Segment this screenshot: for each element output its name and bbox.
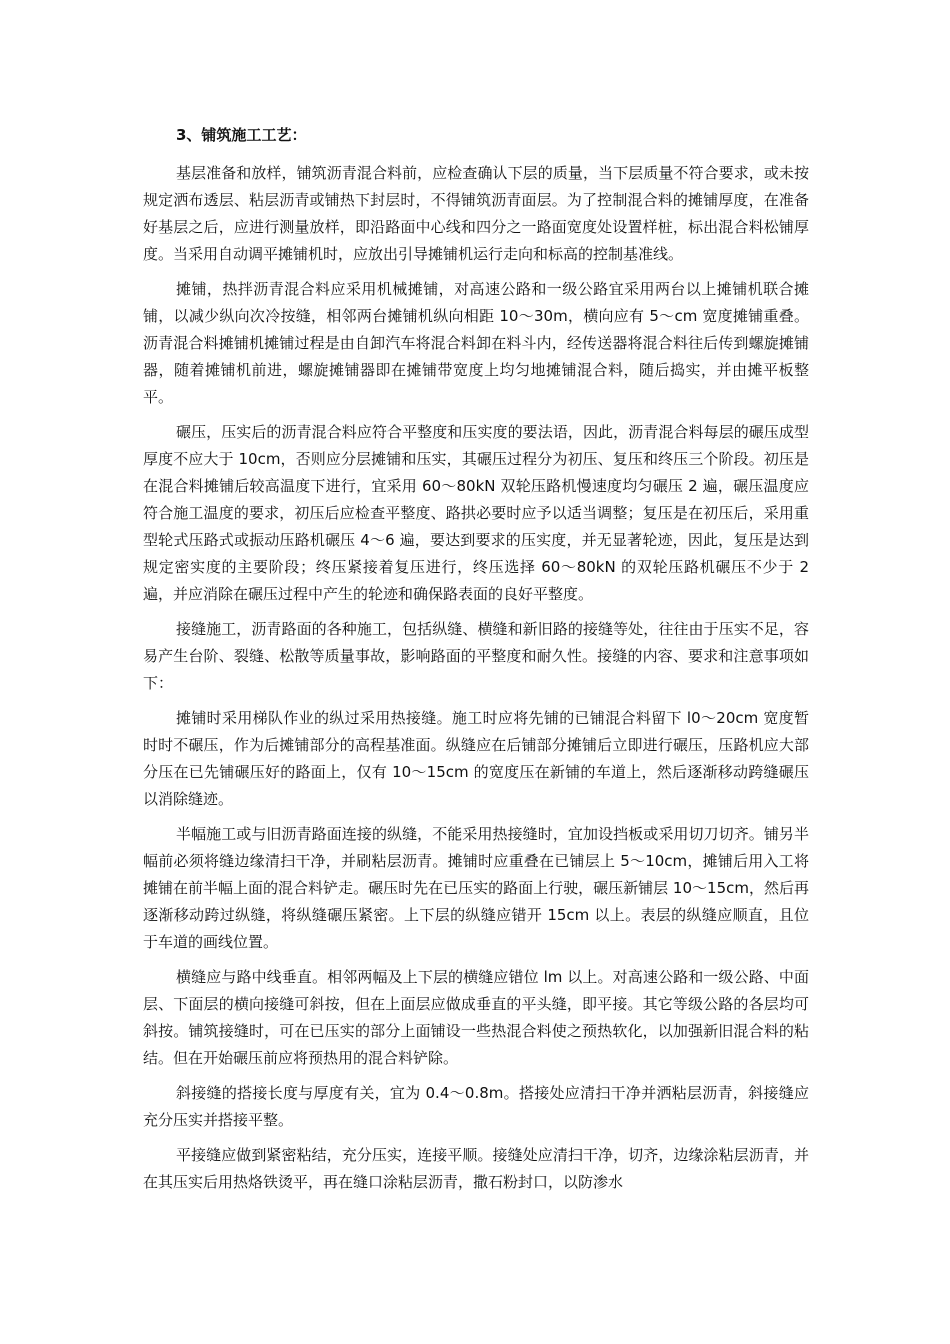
paragraph-hot-longitudinal-joint: 摊铺时采用梯队作业的纵过采用热接缝。施工时应将先铺的已铺混合料留下 l0～20cm 宽度暂时时不碾压，作为后摊铺部分的高程基准面。纵缝应在后铺部分摊铺后立即进行碾压，压路机应大部分压在已先铺碾压好的路面上，仅有 10～15cm 的宽度压在新铺的车道上，然后逐渐移动跨缝碾压以消除缝迹。 — [143, 709, 809, 808]
paragraph-oblique-joint: 斜接缝的搭接长度与厚度有关，宜为 0.4～0.8m。搭接处应清扫干净并洒粘层沥青，斜接缝应充分压实并搭接平整。 — [143, 1084, 809, 1129]
paragraph-compaction: 碾压，压实后的沥青混合料应符合平整度和压实度的要法语，因此，沥青混合料每层的碾压成型厚度不应大于 10cm，否则应分层摊铺和压实，其碾压过程分为初压、复压和终压三个阶段。初压是在混合料摊铺后较高温度下进行，宜采用 60～80kN 双轮压路机慢速度均匀碾压 2 遍，碾压温度应符合施工温度的要求，初压后应检查平整度、路拱必要时应予以适当调整；复压是在初压后，采用重型轮式压路式或振动压路机碾压 4～6 遍，要达到要求的压实度，并无显著轮迹，因此，复压是达到规定密实度的主要阶段；终压紧接着复压进行，终压选择 60～80kN 的双轮压路机碾压不少于 2 遍，并应消除在碾压过程中产生的轮迹和确保路表面的良好平整度。 — [143, 423, 809, 603]
paragraph-transverse-joint: 横缝应与路中线垂直。相邻两幅及上下层的横缝应错位 lm 以上。对高速公路和一级公路、中面层、下面层的横向接缝可斜按，但在上面层应做成垂直的平头缝，即平接。其它等级公路的各层均可斜按。铺筑接缝时，可在已压实的部分上面铺设一些热混合料使之预热软化，以加强新旧混合料的粘结。但在开始碾压前应将预热用的混合料铲除。 — [143, 968, 809, 1067]
paragraph-paving: 摊铺，热拌沥青混合料应采用机械摊铺，对高速公路和一级公路宜采用两台以上摊铺机联合摊铺，以减少纵向次冷按缝，相邻两台摊铺机纵向相距 10～30m，横向应有 5～cm 宽度摊铺重叠。沥青混合料摊铺机摊铺过程是由自卸汽车将混合料卸在料斗内，经传送器将混合料往后传到螺旋摊铺器，随着摊铺机前进，螺旋摊铺器即在摊铺带宽度上均匀地摊铺混合料，随后捣实，并由摊平板整平。 — [143, 280, 809, 406]
paragraph-base-preparation: 基层准备和放样，铺筑沥青混合料前，应检查确认下层的质量，当下层质量不符合要求，或未按规定洒布透层、粘层沥青或铺热下封层时，不得铺筑沥青面层。为了控制混合料的摊铺厚度，在准备好基层之后，应进行测量放样，即沿路面中心线和四分之一路面宽度处设置样桩，标出混合料松铺厚度。当采用自动调平摊铺机时，应放出引导摊铺机运行走向和标高的控制基准线。 — [143, 164, 809, 263]
section-heading: 3、铺筑施工工艺： — [176, 126, 307, 144]
paragraph-half-width-joint: 半幅施工或与旧沥青路面连接的纵缝，不能采用热接缝时，宜加设挡板或采用切刀切齐。铺另半幅前必须将缝边缘清扫干净，并刷粘层沥青。摊铺时应重叠在已铺层上 5～10cm，摊铺后用入工将摊铺在前半幅上面的混合料铲走。碾压时先在已压实的路面上行驶，碾压新铺层 10～15cm，然后再逐渐移动跨过纵缝，将纵缝碾压紧密。上下层的纵缝应错开 15cm 以上。表层的纵缝应顺直，且位于车道的画线位置。 — [143, 825, 809, 951]
paragraph-flat-joint: 平接缝应做到紧密粘结，充分压实，连接平顺。接缝处应清扫干净，切齐，边缘涂粘层沥青，并在其压实后用热烙铁烫平，再在缝口涂粘层沥青，撒石粉封口，以防渗水 — [143, 1146, 809, 1191]
paragraph-joint-construction: 接缝施工，沥青路面的各种施工，包括纵缝、横缝和新旧路的接缝等处，往往由于压实不足，容易产生台阶、裂缝、松散等质量事故，影响路面的平整度和耐久性。接缝的内容、要求和注意事项如下： — [143, 620, 809, 692]
document-body — [143, 124, 809, 1204]
